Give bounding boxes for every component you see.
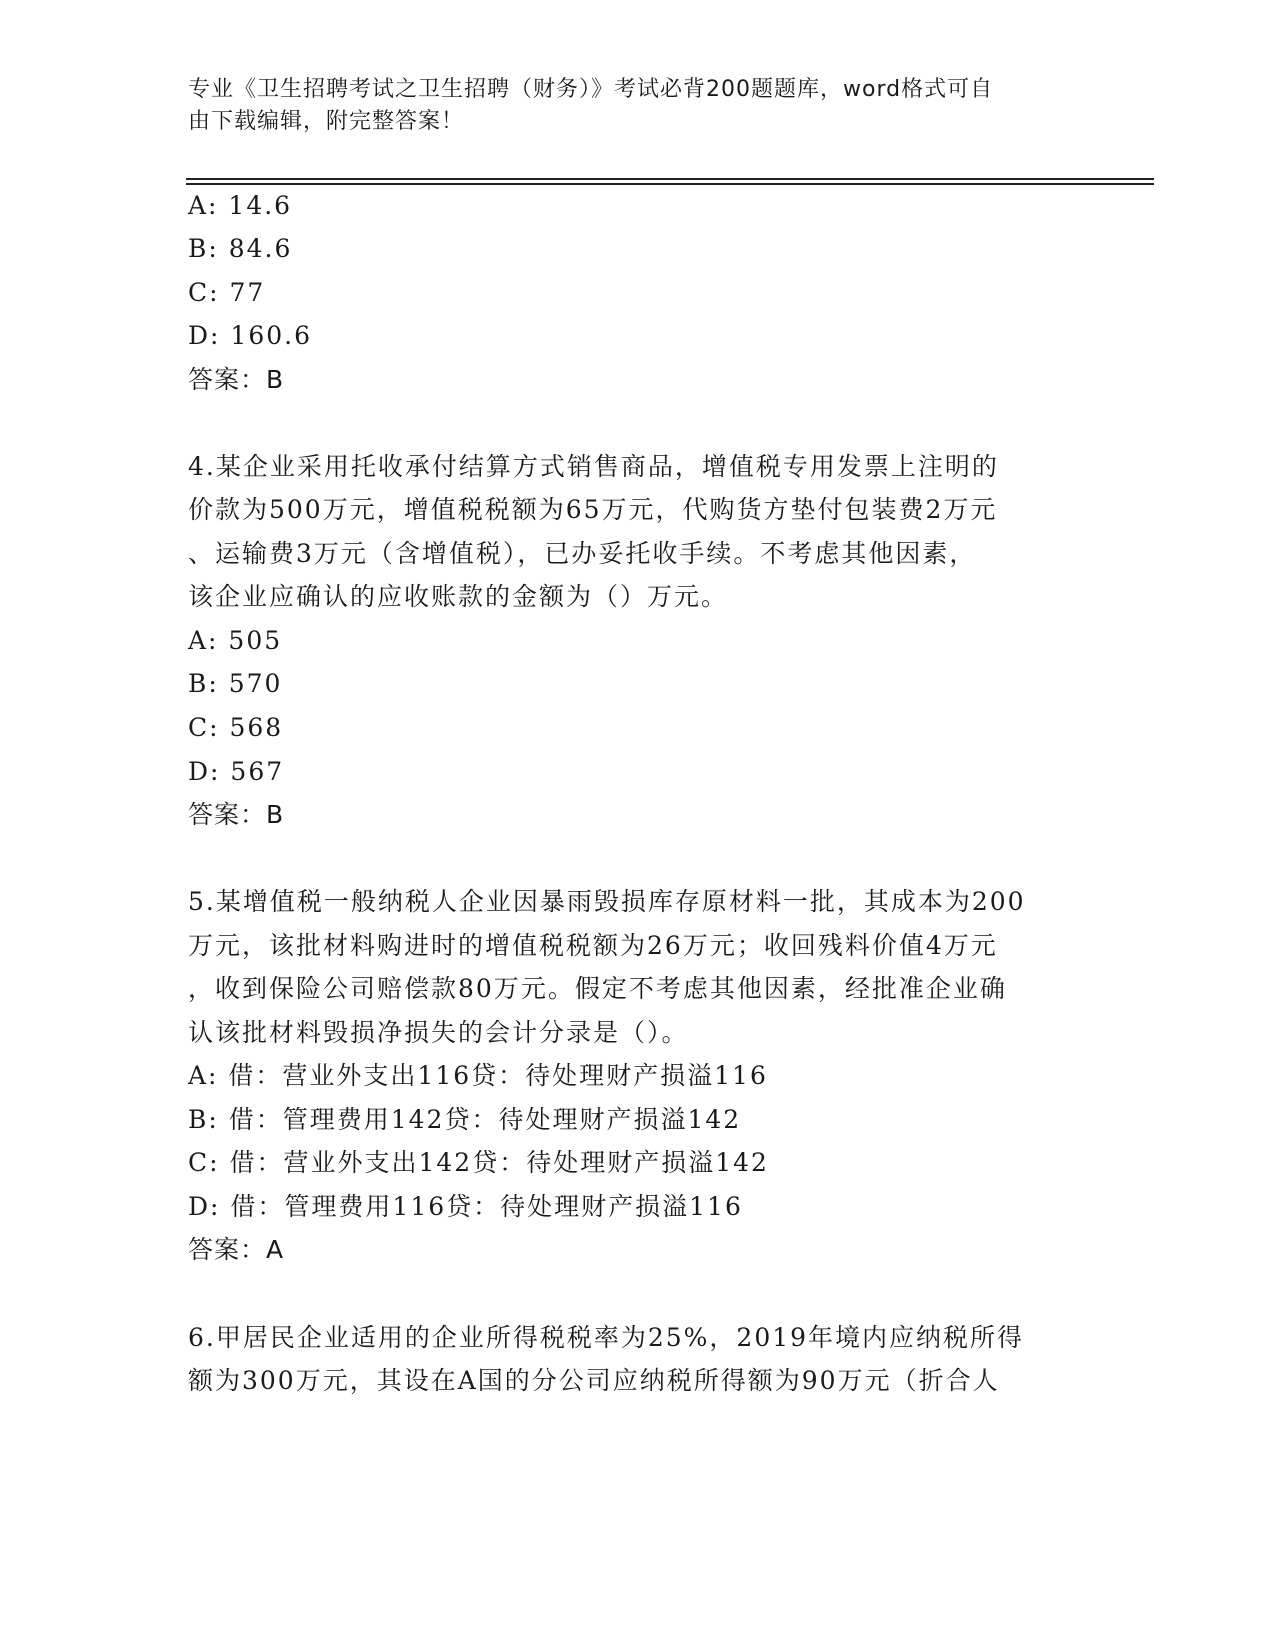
header-line-1: 专业《卫生招聘考试之卫生招聘（财务）》考试必背200题题库，word格式可自 (188, 77, 994, 102)
q4-option-a: A: 505 (188, 626, 283, 655)
q5-option-c: C: 借：营业外支出142贷：待处理财产损溢142 (188, 1148, 769, 1177)
header-divider-bottom (186, 183, 1154, 185)
q3-option-d: D: 160.6 (188, 321, 312, 350)
document-header (188, 74, 1068, 138)
q4-option-d: D: 567 (188, 757, 285, 786)
q5-text-line-3: ，收到保险公司赔偿款80万元。假定不考虑其他因素，经批准企业确 (188, 974, 1007, 1003)
q5-text-line-4: 认该批材料毁损净损失的会计分录是（）。 (188, 1018, 689, 1047)
q4-text-line-2: 价款为500万元，增值税税额为65万元，代购货方垫付包装费2万元 (188, 495, 998, 524)
q6-text-line-2: 额为300万元，其设在A国的分公司应纳税所得额为90万元（折合人 (188, 1366, 1000, 1395)
q3-answer: 答案：B (188, 365, 285, 394)
header-divider-top (186, 178, 1154, 180)
q5-option-b: B: 借：管理费用142贷：待处理财产损溢142 (188, 1105, 742, 1134)
q4-option-c: C: 568 (188, 713, 284, 742)
q4-text-line-3: 、运输费3万元（含增值税），已办妥托收手续。不考虑其他因素， (188, 539, 977, 568)
q3-option-b: B: 84.6 (188, 234, 293, 263)
header-line-2: 由下载编辑，附完整答案！ (188, 109, 465, 134)
q5-text-line-2: 万元，该批材料购进时的增值税税额为26万元；收回残料价值4万元 (188, 931, 998, 960)
q4-answer: 答案：B (188, 800, 285, 829)
q5-text-line-1: 5.某增值税一般纳税人企业因暴雨毁损库存原材料一批，其成本为200 (188, 887, 1026, 916)
q4-text-line-1: 4.某企业采用托收承付结算方式销售商品，增值税专用发票上注明的 (188, 452, 999, 481)
q3-option-a: A: 14.6 (188, 191, 293, 220)
q5-option-d: D: 借：管理费用116贷：待处理财产损溢116 (188, 1192, 743, 1221)
q4-option-b: B: 570 (188, 669, 283, 698)
q4-text-line-4: 该企业应确认的应收账款的金额为（）万元。 (188, 582, 729, 611)
q5-answer: 答案：A (188, 1235, 285, 1264)
q5-option-a: A: 借：营业外支出116贷：待处理财产损溢116 (188, 1061, 768, 1090)
q3-option-c: C: 77 (188, 278, 266, 307)
q6-text-line-1: 6.甲居民企业适用的企业所得税税率为25%，2019年境内应纳税所得 (188, 1323, 1025, 1352)
